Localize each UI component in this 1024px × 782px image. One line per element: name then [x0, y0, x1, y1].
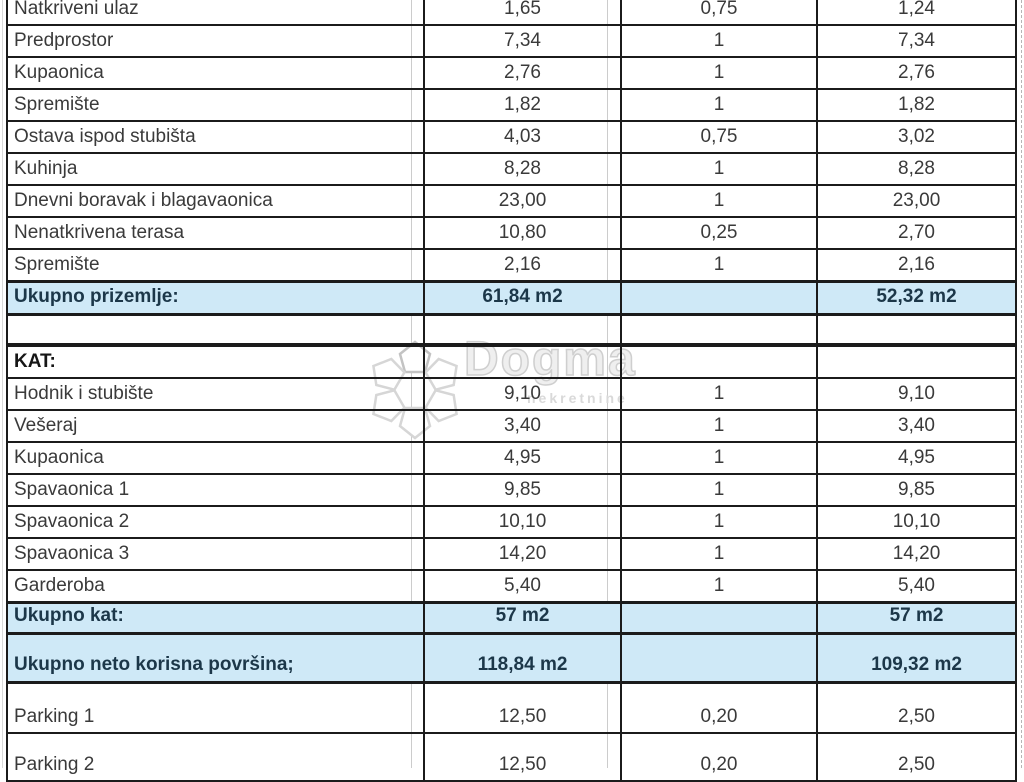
reduced-area-cell: 14,20 — [817, 538, 1016, 570]
room-name-cell: Dnevni boravak i blagavaonica — [7, 185, 424, 217]
area-cell: 14,20 — [424, 538, 621, 570]
reduced-area-cell: 23,00 — [817, 185, 1016, 217]
room-name-cell: Spavaonica 2 — [7, 506, 424, 538]
table-row — [7, 185, 1016, 217]
area-cell: 4,95 — [424, 442, 621, 474]
reduced-area-cell: 8,28 — [817, 153, 1016, 185]
area-cell: 3,40 — [424, 410, 621, 442]
table-row — [7, 0, 1016, 25]
coefficient-cell: 1 — [621, 474, 817, 506]
area-cell: 1,82 — [424, 89, 621, 121]
room-name-cell: Garderoba — [7, 570, 424, 602]
coefficient-cell — [621, 314, 817, 345]
table-row — [7, 474, 1016, 506]
room-name-cell: Natkriveni ulaz — [7, 0, 424, 25]
table-row — [7, 121, 1016, 153]
area-cell: 5,40 — [424, 570, 621, 602]
reduced-area-cell: 2,50 — [817, 733, 1016, 781]
reduced-area-cell: 2,16 — [817, 249, 1016, 281]
reduced-area-cell: 10,10 — [817, 506, 1016, 538]
table-row — [7, 602, 1016, 633]
table-row — [7, 682, 1016, 733]
room-name-cell: Vešeraj — [7, 410, 424, 442]
area-cell: 4,03 — [424, 121, 621, 153]
watermark-brand: Dogma — [464, 333, 637, 386]
reduced-area-cell: 2,50 — [817, 682, 1016, 733]
room-name-cell: Hodnik i stubište — [7, 378, 424, 410]
gridline-right — [1021, 0, 1022, 768]
room-name-cell: Nenatkrivena terasa — [7, 217, 424, 249]
area-cell — [424, 345, 621, 378]
coefficient-cell — [621, 633, 817, 682]
room-name-cell: Kuhinja — [7, 153, 424, 185]
table-row — [7, 281, 1016, 314]
watermark-tagline: nekretnine — [527, 390, 628, 406]
area-cell: 10,10 — [424, 506, 621, 538]
area-cell: 12,50 — [424, 733, 621, 781]
coefficient-cell: 0,20 — [621, 682, 817, 733]
coefficient-cell: 1 — [621, 442, 817, 474]
reduced-area-cell: 9,85 — [817, 474, 1016, 506]
area-calculation-table — [6, 0, 1017, 782]
reduced-area-cell: 5,40 — [817, 570, 1016, 602]
coefficient-cell: 1 — [621, 89, 817, 121]
room-name-cell: Ukupno prizemlje: — [7, 281, 424, 314]
area-cell: 118,84 m2 — [424, 633, 621, 682]
reduced-area-cell: 2,70 — [817, 217, 1016, 249]
room-name-cell: Spremište — [7, 89, 424, 121]
table-row — [7, 25, 1016, 57]
room-name-cell: Ukupno neto korisna površina; — [7, 633, 424, 682]
area-cell: 9,10 — [424, 378, 621, 410]
table-row — [7, 538, 1016, 570]
table-row — [7, 217, 1016, 249]
coefficient-cell: 0,25 — [621, 217, 817, 249]
table-row — [7, 733, 1016, 781]
reduced-area-cell: 1,82 — [817, 89, 1016, 121]
coefficient-cell: 1 — [621, 570, 817, 602]
area-table-body — [7, 0, 1016, 781]
room-name-cell: Spremište — [7, 249, 424, 281]
room-name-cell: Kupaonica — [7, 442, 424, 474]
reduced-area-cell: 57 m2 — [817, 602, 1016, 633]
room-name-cell: Predprostor — [7, 25, 424, 57]
table-row — [7, 314, 1016, 345]
area-cell: 9,85 — [424, 474, 621, 506]
reduced-area-cell: 1,24 — [817, 0, 1016, 25]
coefficient-cell: 1 — [621, 25, 817, 57]
coefficient-cell: 1 — [621, 538, 817, 570]
room-name-cell: Ukupno kat: — [7, 602, 424, 633]
area-cell: 2,16 — [424, 249, 621, 281]
coefficient-cell: 0,75 — [621, 0, 817, 25]
room-name-cell — [7, 314, 424, 345]
reduced-area-cell — [817, 345, 1016, 378]
area-cell: 7,34 — [424, 25, 621, 57]
area-cell: 61,84 m2 — [424, 281, 621, 314]
area-cell: 12,50 — [424, 682, 621, 733]
area-cell: 10,80 — [424, 217, 621, 249]
coefficient-cell — [621, 602, 817, 633]
table-row — [7, 506, 1016, 538]
room-name-cell: Spavaonica 3 — [7, 538, 424, 570]
table-row — [7, 57, 1016, 89]
table-row — [7, 410, 1016, 442]
reduced-area-cell: 3,02 — [817, 121, 1016, 153]
table-row — [7, 570, 1016, 602]
reduced-area-cell: 7,34 — [817, 25, 1016, 57]
coefficient-cell: 1 — [621, 410, 817, 442]
room-name-cell: Parking 2 — [7, 733, 424, 781]
area-cell: 57 m2 — [424, 602, 621, 633]
table-row — [7, 153, 1016, 185]
area-cell — [424, 314, 621, 345]
table-row — [7, 89, 1016, 121]
reduced-area-cell: 4,95 — [817, 442, 1016, 474]
table-row — [7, 442, 1016, 474]
gridline-left — [2, 0, 3, 768]
table-row — [7, 249, 1016, 281]
room-name-cell: Kupaonica — [7, 57, 424, 89]
reduced-area-cell: 109,32 m2 — [817, 633, 1016, 682]
table-row — [7, 378, 1016, 410]
table-row — [7, 633, 1016, 682]
coefficient-cell: 1 — [621, 57, 817, 89]
coefficient-cell — [621, 281, 817, 314]
reduced-area-cell: 2,76 — [817, 57, 1016, 89]
reduced-area-cell: 52,32 m2 — [817, 281, 1016, 314]
area-cell: 23,00 — [424, 185, 621, 217]
coefficient-cell: 1 — [621, 378, 817, 410]
reduced-area-cell — [817, 314, 1016, 345]
reduced-area-cell: 9,10 — [817, 378, 1016, 410]
area-cell: 1,65 — [424, 0, 621, 25]
coefficient-cell — [621, 345, 817, 378]
table-row — [7, 345, 1016, 378]
room-name-cell: Ostava ispod stubišta — [7, 121, 424, 153]
coefficient-cell: 1 — [621, 153, 817, 185]
coefficient-cell: 1 — [621, 185, 817, 217]
area-cell: 2,76 — [424, 57, 621, 89]
coefficient-cell: 0,20 — [621, 733, 817, 781]
coefficient-cell: 1 — [621, 506, 817, 538]
room-name-cell: Parking 1 — [7, 682, 424, 733]
coefficient-cell: 1 — [621, 249, 817, 281]
area-cell: 8,28 — [424, 153, 621, 185]
reduced-area-cell: 3,40 — [817, 410, 1016, 442]
coefficient-cell: 0,75 — [621, 121, 817, 153]
room-name-cell: KAT: — [7, 345, 424, 378]
room-name-cell: Spavaonica 1 — [7, 474, 424, 506]
